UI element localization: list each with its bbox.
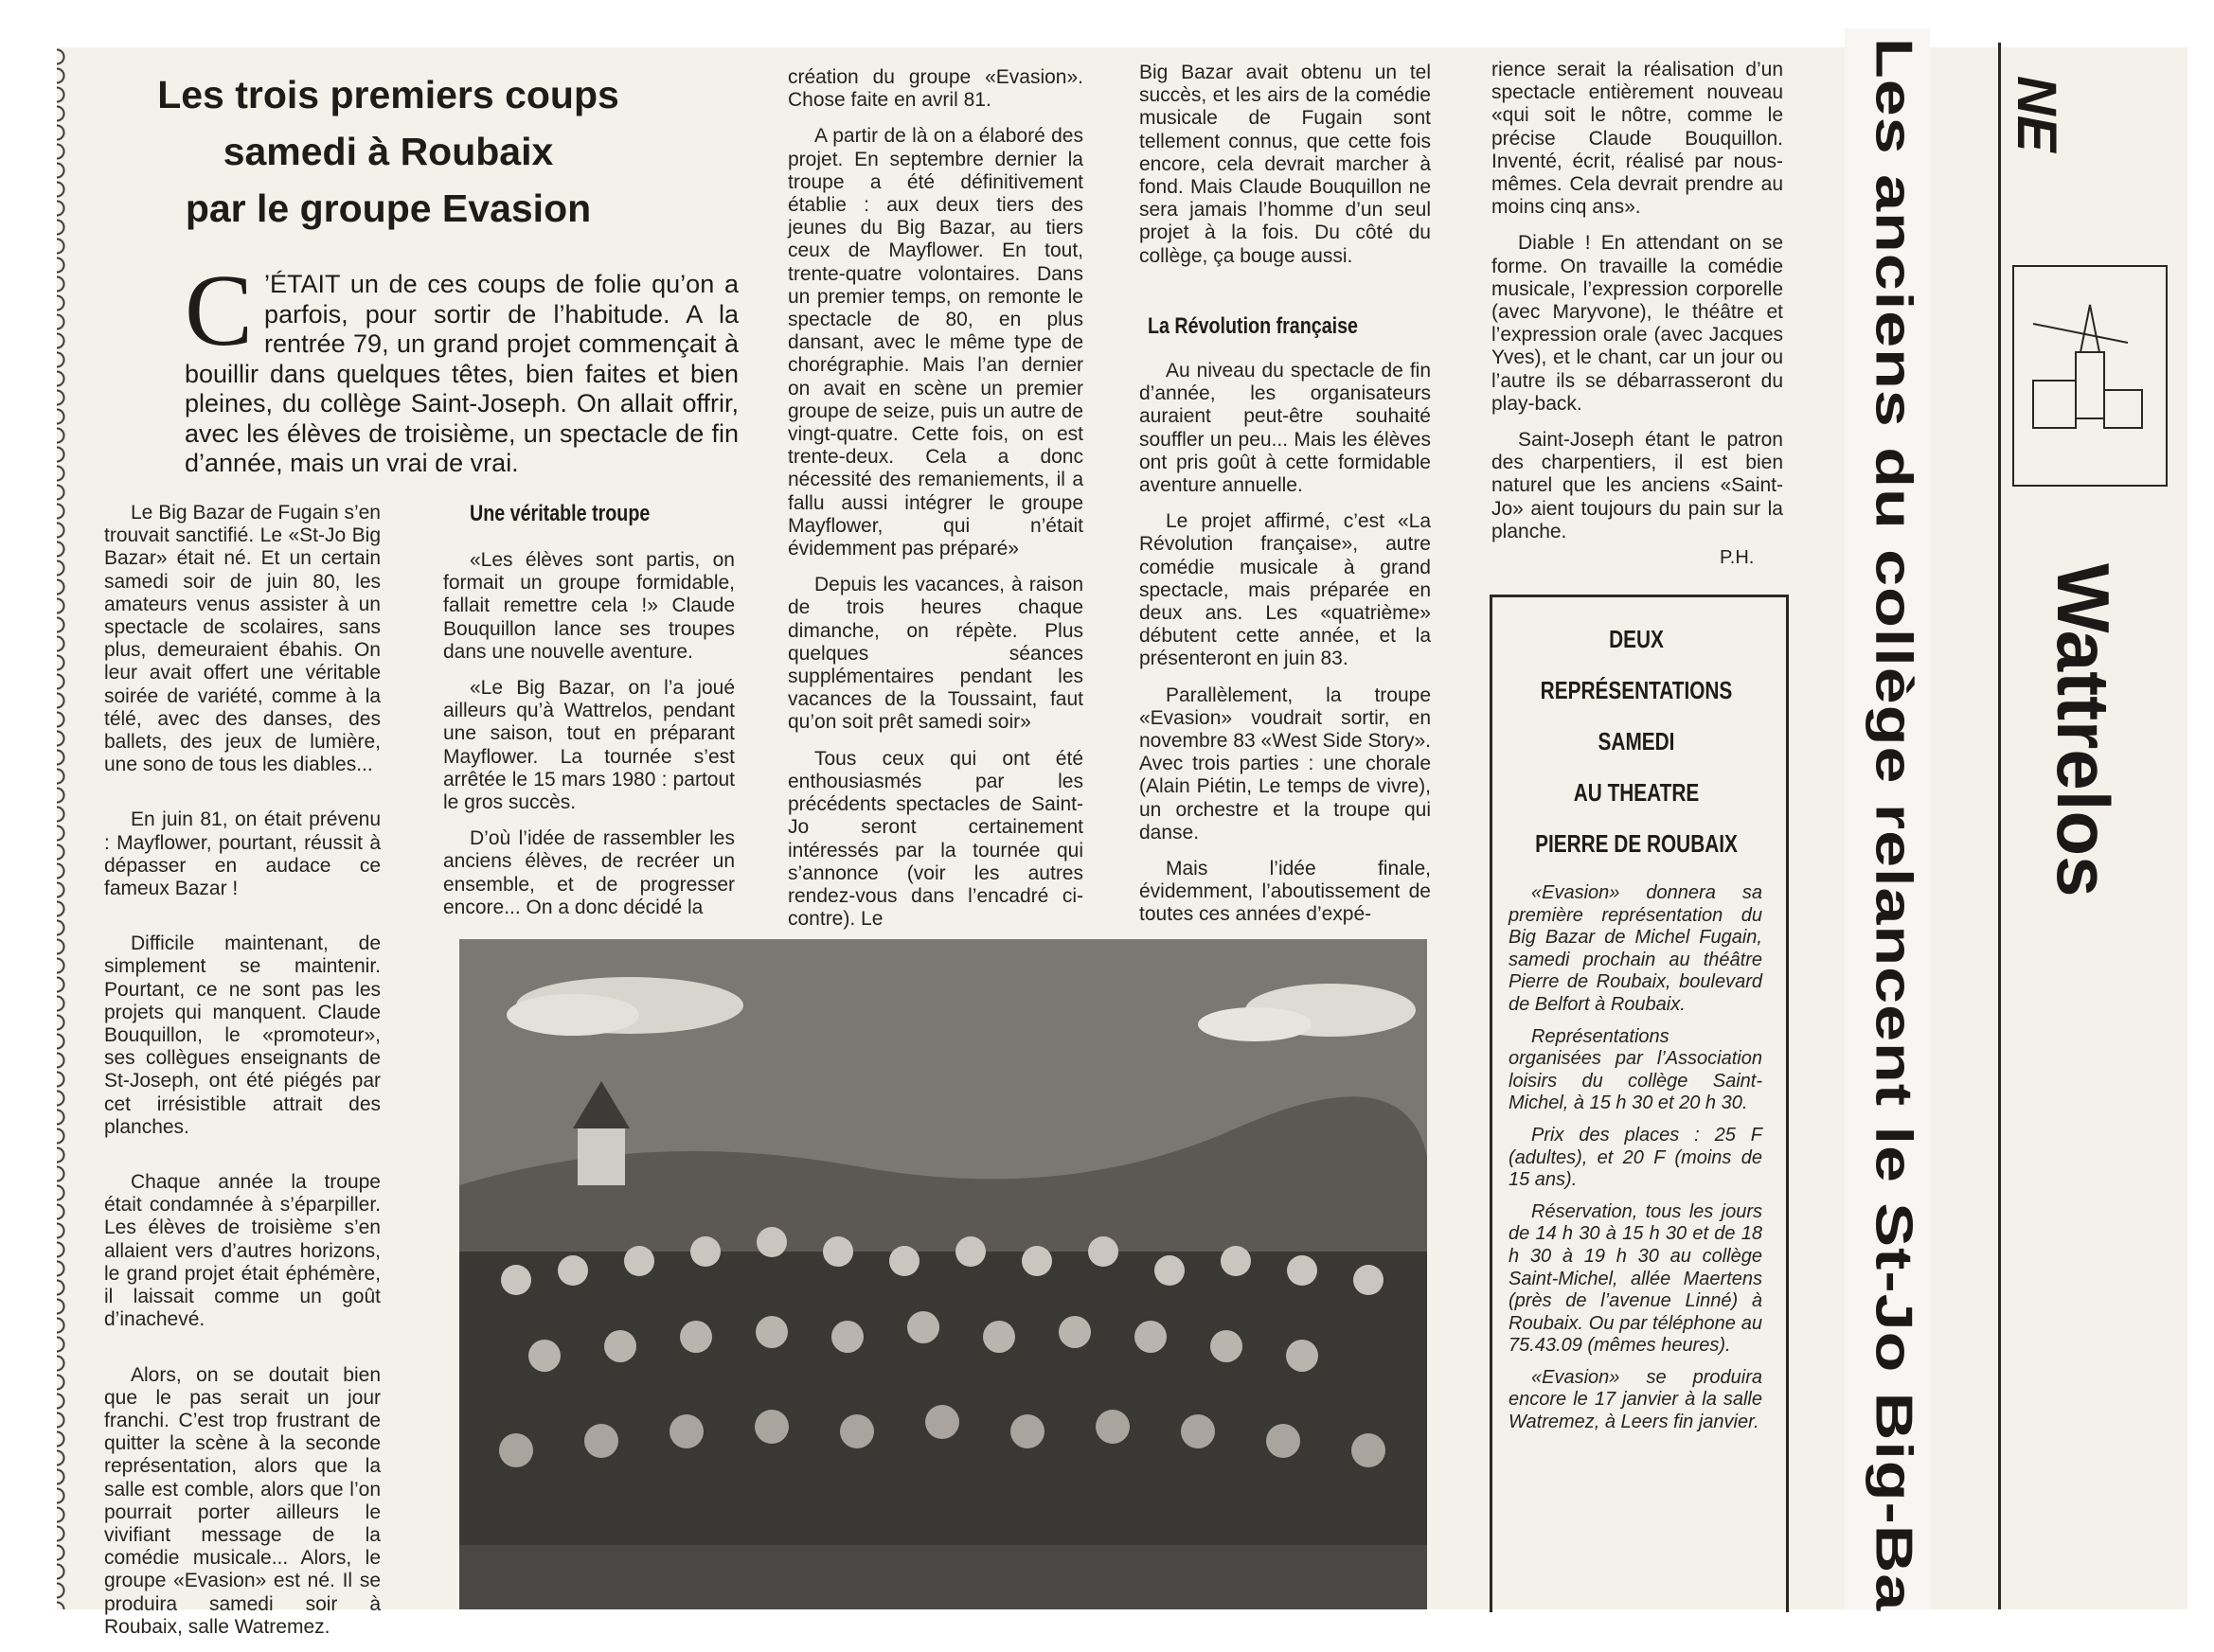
- paragraph: Parallèlement, la troupe «Evasion» voudrait sortir, en novembre 83 «West Side Story». Avec trois parties : une chorale (Alain Piétin, Le temps de vivre), un orchestre et la troupe qui danse.: [1139, 684, 1431, 844]
- paragraph: «Les élèves sont partis, on formait un groupe formidable, fallait remettre cela !» Claude Bouquillon lance ses troupes dans une nouvelle aventure.: [443, 549, 735, 663]
- church-sketch-icon: [2014, 267, 2162, 481]
- column-5: [1491, 59, 1783, 557]
- photo-illustration: [459, 939, 1427, 1609]
- sidebar-headline: Les anciens du collège relancent le St-Jo Big-Ba: [1865, 38, 1923, 1612]
- paragraph: «Evasion» donnera sa première représentation du Big Bazar de Michel Fugain, samedi prochain au théâtre Pierre de Roubaix, boulevard de Belfort à Roubaix.: [1509, 882, 1762, 1015]
- lead-text: ’ÉTAIT un de ces coups de folie qu’on a parfois, pour sortir de l’habitude. A la rentrée 79, un grand projet commençait à bouillir dans quelques têtes, bien faites et bien pleines, du collège Saint-Joseph. On allait offrir, avec les élèves de troisième, un spectacle de fin d’année, mais un vrai de vrai.: [185, 270, 739, 477]
- paragraph: «Le Big Bazar, on l’a joué ailleurs qu’à Wattrelos, pendant une saison, tout en préparant Mayflower. La tournée s’est arrêtée le 15 mars 1980 : partout le gros succès.: [443, 677, 735, 814]
- cloud: [507, 994, 639, 1036]
- column-4b: [1139, 360, 1431, 940]
- info-box-heading: DEUX REPRÉSENTATIONS SAMEDI AU THEATRE PIERRE DE ROUBAIX: [1535, 625, 1738, 858]
- subheading-veritable-troupe: Une véritable troupe: [470, 501, 651, 526]
- column-3: [788, 66, 1083, 944]
- paragraph: Tous ceux qui ont été enthousiasmés par les précédents spectacles de Saint-Jo seront certainement intéressés par la tournée qui s’annonce (voir les autres rendez-vous dans l’encadré ci-contre). Le: [788, 747, 1083, 931]
- info-box-text: [1509, 882, 1762, 1444]
- wavy-border: [57, 47, 74, 1609]
- signature: P.H.: [1720, 547, 1755, 568]
- paragraph: D’où l’idée de rassembler les anciens élèves, de recréer un ensemble, et de progresser encore... On a donc décidé la: [443, 827, 735, 918]
- paragraph: Le projet affirmé, c’est «La Révolution française», autre comédie musicale à grand spectacle, mais préparée en deux ans. Les «quatrième» débutent cette année, et la présenteront en juin 83.: [1139, 510, 1431, 670]
- paragraph: Diable ! En attendant on se forme. On travaille la comédie musicale, l’expression corporelle (avec Maryvone), le théâtre et l’expression orale (avec Jacques Yves), et le chant, car un jour ou l’autre ils se débarrasseront du play-back.: [1491, 232, 1783, 415]
- paragraph: Au niveau du spectacle de fin d’année, les organisateurs auraient peut-être souhaité souffler un peu... Mais les élèves ont pris goût à cette formidable aventure annuelle.: [1139, 360, 1431, 497]
- column-2: [443, 549, 735, 933]
- paragraph: Mais l’idée finale, évidemment, l’aboutissement de toutes ces années d’expé-: [1139, 858, 1431, 926]
- church: [578, 1128, 625, 1185]
- paragraph: Big Bazar avait obtenu un tel succès, et les airs de la comédie musicale de Fugain sont tellement connus, que cette fois encore, cela devrait marcher à fond. Mais Claude Bouquillon ne sera jamais l’homme d’un seul projet à la fois. Du côté du collège, ça bouge aussi.: [1139, 62, 1431, 267]
- subheading-revolution-francaise: La Révolution française: [1148, 313, 1359, 339]
- paragraph: Difficile maintenant, de simplement se maintenir. Pourtant, ce ne sont pas les projets qui manquent. Claude Bouquillon, le «promoteur», ses collègues enseignants de St-Joseph, ont été piégés par cet irrésistible attrait des planches.: [104, 933, 381, 1138]
- paragraph: Alors, on se doutait bien que le pas serait un jour franchi. C’est trop frustrant de quitter la scène à la seconde représentation, alors que la salle est comble, alors que l’on pourrait porter ailleurs le vivifiant message de la comédie musicale... Alors, le groupe «Evasion» est né. Il se produira samedi soir à Roubaix, salle Watremez.: [104, 1363, 381, 1638]
- divider: [1998, 43, 2001, 1609]
- paragraph: «Evasion» se produira encore le 17 janvier à la salle Watremez, à Leers fin janvier.: [1509, 1366, 1762, 1433]
- paragraph: Le Big Bazar de Fugain s’en trouvait sanctifié. Le «St-Jo Big Bazar» était né. Et un certain samedi soir de juin 80, les amateurs venus assister à un spectacle de scolaires, sans plus, demeuraient ébahis. On leur avait offert une véritable soirée de variété, comme à la télé, avec des danses, des ballets, des jeux de lumière, une sono de tous les diables...: [104, 502, 381, 776]
- article-title: Les trois premiers coups samedi à Roubaix par le groupe Evasion: [157, 73, 619, 230]
- drop-cap: C: [185, 255, 254, 367]
- column-4: [1139, 62, 1431, 281]
- stage-floor: [459, 1545, 1427, 1609]
- column-1: [104, 502, 381, 1652]
- paragraph: Chaque année la troupe était condamnée à s’éparpiller. Les élèves de troisième s’en allaient vers d’autres horizons, le grand projet était éphémère, il laissait comme un goût d’inachevé.: [104, 1171, 381, 1331]
- section-name: Wattrelos: [2042, 563, 2125, 897]
- paragraph: Représentations organisées par l’Association loisirs du collège Saint-Michel, à 15 h 30 et 20 h 30.: [1509, 1025, 1762, 1114]
- paragraph: Prix des places : 25 F (adultes), et 20 F (moins de 15 ans).: [1509, 1124, 1762, 1191]
- paragraph: Saint-Joseph étant le patron des charpentiers, il est bien naturel que les anciens «Saint-Jo» aient toujours du pain sur la planche.: [1491, 429, 1783, 542]
- article-lead: [185, 255, 739, 479]
- paragraph: création du groupe «Evasion». Chose faite en avril 81.: [788, 66, 1083, 112]
- paragraph: Réservation, tous les jours de 14 h 30 à 15 h 30 et de 18 h 30 à 19 h 30 au collège Saint-Michel, allée Maertens (près de l’avenue Linné) à Roubaix. Ou par téléphone au 75.43.09 (mêmes heures).: [1509, 1200, 1762, 1357]
- town-illustration: [2012, 265, 2168, 487]
- paragraph: Depuis les vacances, à raison de trois heures chaque dimanche, on répète. Plus quelques séances supplémentaires pendant les vacances de la Toussaint, faut qu’on soit prêt samedi soir»: [788, 574, 1083, 734]
- paragraph: A partir de là on a élaboré des projet. En septembre dernier la troupe a été définitivement établie : aux deux tiers des jeunes du Big Bazar, au tiers ceux de Mayflower. En tout, trente-quatre volontaires. Dans un premier temps, on remonte le spectacle de 80, en plus dansant, avec le même type de chorégraphie. Mais l’an dernier on avait en scène un premier groupe de seize, puis un autre de vingt-quatre. Cette fois, on est trente-deux. Cela a donc nécessité des remaniements, il a fallu aussi intégrer le groupe Mayflower, qui n’était évidemment pas préparé»: [788, 125, 1083, 560]
- paragraph: rience serait la réalisation d’un spectacle entièrement nouveau «qui soit le nôtre, comme le précise Claude Bouquillon. Inventé, écrit, réalisé par nous-mêmes. Cela devrait prendre au moins cinq ans».: [1491, 59, 1783, 219]
- group-photo: [459, 939, 1427, 1609]
- paragraph: En juin 81, on était prévenu : Mayflower, pourtant, réussit à dépasser en audace ce fameux Bazar !: [104, 808, 381, 900]
- ne-logo: NE: [2006, 76, 2067, 152]
- cloud: [1198, 1007, 1312, 1041]
